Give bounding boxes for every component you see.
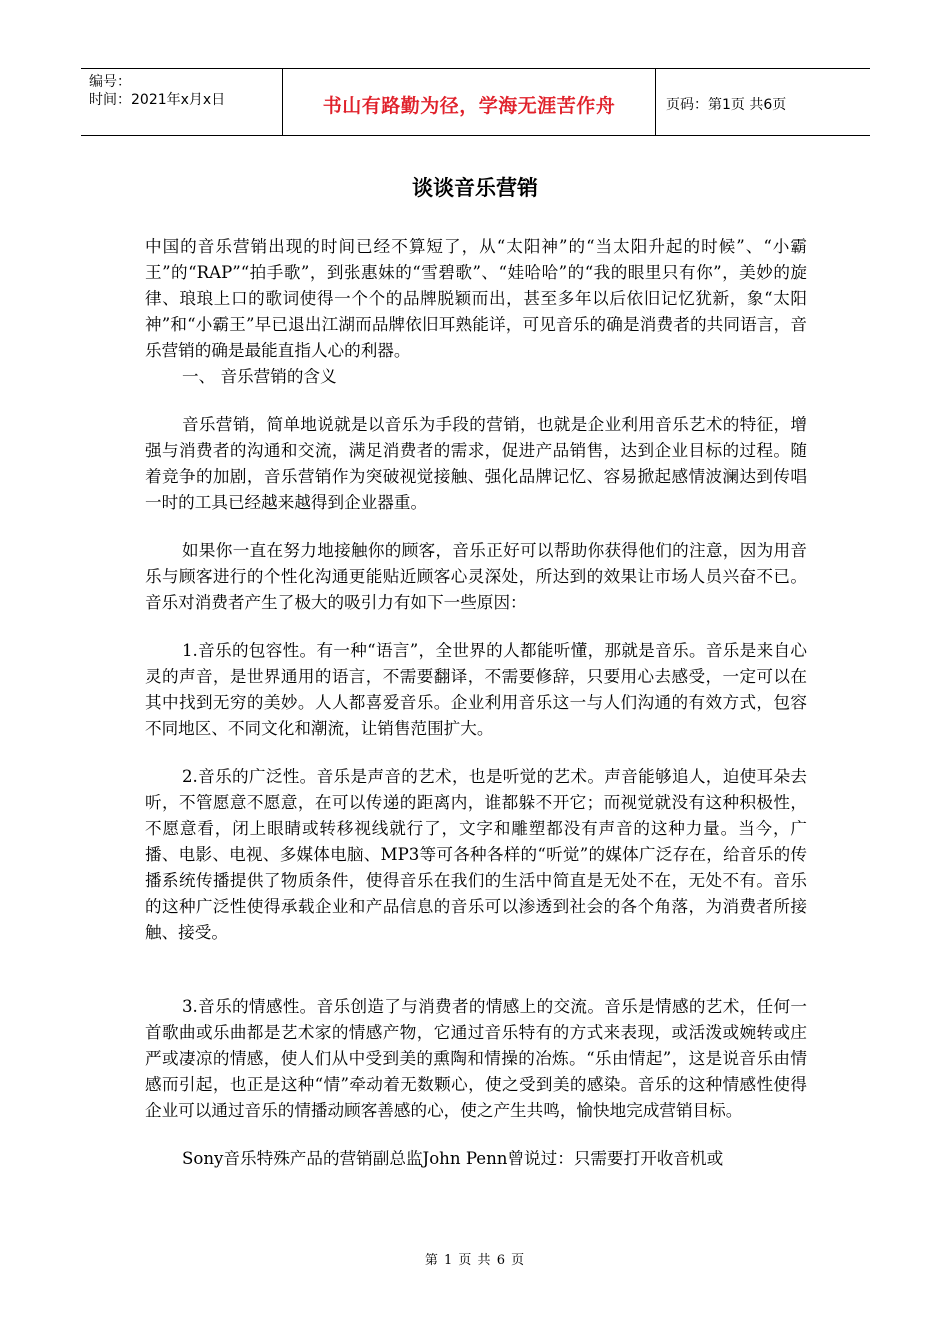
section-heading: 一、 音乐营销的含义 [182, 367, 337, 386]
header-page-cell [656, 69, 870, 135]
attention-paragraph: 如果你一直在努力地接触你的顾客，音乐正好可以帮助你获得他们的注意，因为用音乐与顾客进行的个性化沟通更能贴近顾客心灵深处，所达到的效果让市场人员兴奋不已。音乐对消费者产生了极大的吸引力有如下一些原因： [145, 541, 807, 612]
document-body [145, 234, 807, 1172]
point-emotionality: 3.音乐的情感性。音乐创造了与消费者的情感上的交流。音乐是情感的艺术，任何一首歌曲或乐曲都是艺术家的情感产物，它通过音乐特有的方式来表现，或活泼或婉转或庄严或凄凉的情感，使人们从中受到美的熏陶和情操的冶炼。“乐由情起”，这是说音乐由情感而引起，也正是这种“情”牵动着无数颗心，使之受到美的感染。音乐的这种情感性使得企业可以通过音乐的情播动顾客善感的心，使之产生共鸣，愉快地完成营销目标。 [145, 997, 807, 1120]
document-header [81, 68, 870, 136]
point-inclusiveness: 1.音乐的包容性。有一种“语言”，全世界的人都能听懂，那就是音乐。音乐是来自心灵的声音，是世界通用的语言，不需要翻译，不需要修辞，只要用心去感受，一定可以在其中找到无穷的美妙。人人都喜爱音乐。企业利用音乐这一与人们沟通的有效方式，包容不同地区、不同文化和潮流，让销售范围扩大。 [145, 641, 807, 738]
page-footer: 第 1 页 共 6 页 [424, 1253, 526, 1268]
header-page-info: 页码：第1页 共6页 [666, 97, 787, 113]
sony-quote-paragraph: Sony音乐特殊产品的营销副总监John Penn曾说过：只需要打开收音机或 [182, 1149, 724, 1168]
document-title: 谈谈音乐营销 [412, 176, 538, 200]
definition-paragraph: 音乐营销，简单地说就是以音乐为手段的营销，也就是企业利用音乐艺术的特征，增强与消费者的沟通和交流，满足消费者的需求，促进产品销售，达到企业目标的过程。随着竞争的加剧，音乐营销作为突破视觉接触、强化品牌记忆、容易掀起感情波澜达到传唱一时的工具已经越来越得到企业器重。 [145, 415, 807, 512]
header-motto: 书山有路勤为径，学海无涯苦作舟 [322, 94, 616, 117]
document-date: 时间：2021年x月x日 [89, 92, 226, 108]
point-universality: 2.音乐的广泛性。音乐是声音的艺术，也是听觉的艺术。声音能够追人，迫使耳朵去听，不管愿意不愿意，在可以传递的距离内，谁都躲不开它；而视觉就没有这种积极性，不愿意看，闭上眼睛或转移视线就行了，文字和雕塑都没有声音的这种力量。当今，广播、电影、电视、多媒体电脑、MP3等可各种各样的“听觉”的媒体广泛存在，给音乐的传播系统传播提供了物质条件，使得音乐在我们的生活中简直是无处不在，无处不有。音乐的这种广泛性使得承载企业和产品信息的音乐可以渗透到社会的各个角落，为消费者所接触、接受。 [145, 767, 807, 942]
header-meta-cell [81, 69, 283, 135]
header-motto-cell [283, 69, 656, 135]
document-number-label: 编号： [89, 74, 131, 90]
intro-paragraph: 中国的音乐营销出现的时间已经不算短了，从“太阳神”的“当太阳升起的时候”、“小霸王”的“RAP”“拍手歌”，到张惠妹的“雪碧歌”、“娃哈哈”的“我的眼里只有你”，美妙的旋律、琅琅上口的歌词使得一个个的品牌脱颖而出，甚至多年以后依旧记忆犹新，象“太阳神”和“小霸王”早已退出江湖而品牌依旧耳熟能详，可见音乐的确是消费者的共同语言，音乐营销的确是最能直指人心的利器。 [145, 237, 807, 360]
